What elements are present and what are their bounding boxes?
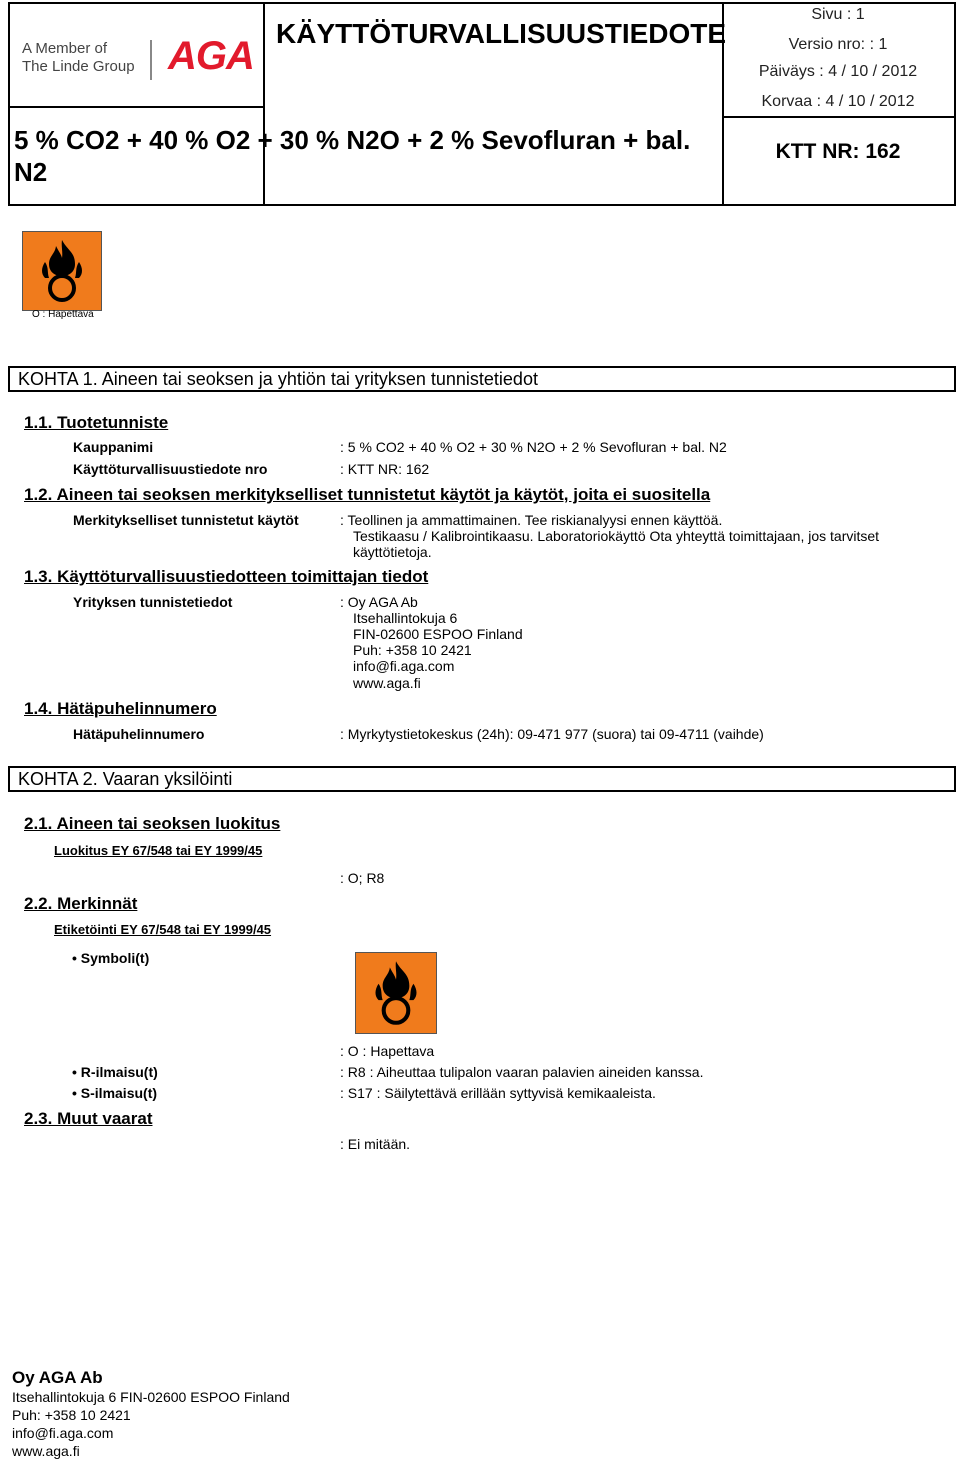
company-name: : Oy AGA Ab <box>340 594 418 610</box>
aga-logo: AGA <box>168 34 254 78</box>
footer-company-block <box>12 1368 290 1460</box>
classification-subheading: Luokitus EY 67/548 tai EY 1999/45 <box>54 843 263 858</box>
trade-name-value: : 5 % CO2 + 40 % O2 + 30 % N2O + 2 % Sevofluran + bal. N2 <box>340 439 727 455</box>
s-phrases-value: : S17 : Säilytettävä erillään syttyvisä kemikaaleista. <box>340 1085 656 1101</box>
replaces-date: Korvaa : 4 / 10 / 2012 <box>761 93 915 110</box>
classification-value: : O; R8 <box>340 870 385 886</box>
logo-member-line1: A Member of <box>22 40 108 57</box>
oxidizing-flame-over-circle-icon <box>23 232 101 310</box>
issue-date: Päiväys : 4 / 10 / 2012 <box>758 63 918 80</box>
linde-member-text <box>22 40 135 76</box>
r-phrases-value: : R8 : Aiheuttaa tulipalon vaaran palavien aineiden kanssa. <box>340 1064 704 1080</box>
company-web: www.aga.fi <box>353 675 421 691</box>
header-rule-left <box>10 106 263 108</box>
sds-number-label: Käyttöturvallisuustiedote nro <box>73 461 268 477</box>
company-street: Itsehallintokuja 6 <box>353 610 458 626</box>
other-hazards-value: : Ei mitään. <box>340 1136 411 1152</box>
company-city: FIN-02600 ESPOO Finland <box>353 626 523 642</box>
r-phrases-bullet: • R-ilmaisu(t) <box>72 1064 158 1080</box>
hazard-caption: O : Hapettava <box>32 309 94 320</box>
product-name: 5 % CO2 + 40 % O2 + 30 % N2O + 2 % Sevofluran + bal. N2 <box>14 125 691 187</box>
logo-member-line2: The Linde Group <box>22 58 135 75</box>
symbols-bullet: • Symboli(t) <box>72 950 150 966</box>
ktt-number: KTT NR: 162 <box>775 140 901 163</box>
logo-divider <box>150 40 152 80</box>
oxidizing-hazard-symbol <box>355 952 437 1034</box>
oxidizing-flame-over-circle-icon <box>356 953 436 1033</box>
emergency-label: Hätäpuhelinnumero <box>73 726 205 742</box>
identified-uses-line3: käyttötietoja. <box>353 544 432 560</box>
s-phrases-label: S-ilmaisu(t) <box>80 1085 158 1101</box>
subsection-1-4: 1.4. Hätäpuhelinnumero <box>24 699 217 718</box>
sds-number-value: : KTT NR: 162 <box>340 461 430 477</box>
labelling-subheading: Etiketöinti EY 67/548 tai EY 1999/45 <box>54 922 272 937</box>
section-1-heading: KOHTA 1. Aineen tai seoksen ja yhtiön tai yrityksen tunnistetiedot <box>8 366 956 392</box>
subsection-1-3: 1.3. Käyttöturvallisuustiedotteen toimittajan tiedot <box>24 567 429 586</box>
symbols-label: Symboli(t) <box>80 950 150 966</box>
emergency-value: : Myrkytystietokeskus (24h): 09-471 977 (suora) tai 09-4711 (vaihde) <box>340 726 764 742</box>
footer-phone: Puh: +358 10 2421 <box>12 1407 131 1423</box>
trade-name-label: Kauppanimi <box>73 439 154 455</box>
subsection-1-1: 1.1. Tuotetunniste <box>24 413 169 432</box>
subsection-2-1: 2.1. Aineen tai seoksen luokitus <box>24 814 281 833</box>
symbol-value: : O : Hapettava <box>340 1043 435 1059</box>
s-phrases-bullet: • S-ilmaisu(t) <box>72 1085 158 1101</box>
identified-uses-label: Merkitykselliset tunnistetut käytöt <box>73 512 299 528</box>
document-title: KÄYTTÖTURVALLISUUSTIEDOTE <box>276 18 727 49</box>
subsection-2-2: 2.2. Merkinnät <box>24 894 138 913</box>
oxidizing-hazard-pictogram <box>22 231 102 311</box>
footer-company-name: Oy AGA Ab <box>12 1368 103 1387</box>
subsection-1-2: 1.2. Aineen tai seoksen merkitykselliset tunnistetut käytöt ja käytöt, joita ei suositella <box>24 485 711 504</box>
r-phrases-label: R-ilmaisu(t) <box>80 1064 158 1080</box>
company-phone: Puh: +358 10 2421 <box>353 642 472 658</box>
page-number: Sivu : 1 <box>811 6 865 23</box>
version-number: Versio nro: : 1 <box>788 36 888 53</box>
section-2-heading: KOHTA 2. Vaaran yksilöinti <box>8 766 956 792</box>
footer-email: info@fi.aga.com <box>12 1425 114 1441</box>
footer-address: Itsehallintokuja 6 FIN-02600 ESPOO Finland <box>12 1389 290 1405</box>
identified-uses-line2: Testikaasu / Kalibrointikaasu. Laboratoriokäyttö Ota yhteyttä toimittajaan, jos tarvitset <box>353 528 880 544</box>
identified-uses-line1: : Teollinen ja ammattimainen. Tee riskianalyysi ennen käyttöä. <box>340 512 723 528</box>
header-rule-right <box>722 116 954 118</box>
subsection-2-3: 2.3. Muut vaarat <box>24 1109 153 1128</box>
company-email: info@fi.aga.com <box>353 658 455 674</box>
company-label: Yrityksen tunnistetiedot <box>73 594 233 610</box>
footer-web: www.aga.fi <box>12 1443 80 1459</box>
